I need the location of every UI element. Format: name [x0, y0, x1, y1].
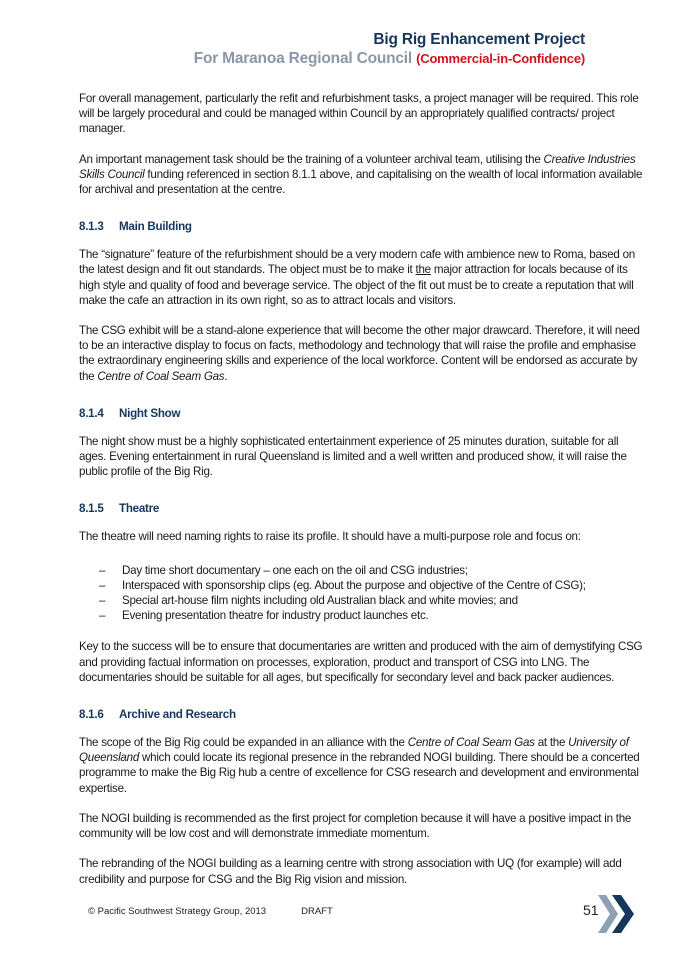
- double-chevron-right-icon: [596, 893, 636, 935]
- italic-text: University of Queensland: [79, 736, 629, 765]
- italic-text: Centre of Coal Seam Gas: [97, 369, 225, 383]
- italic-text: Centre of Coal Seam Gas: [407, 736, 535, 750]
- underlined-text: the: [415, 263, 431, 277]
- text-run: major attraction for locals because of its high style and quality of food and beverage service. The object of the fit out must be to create a reputation that will make the cafe an attraction in its own right, so as to attract locals and visitors.: [79, 263, 634, 307]
- draft-label: DRAFT: [301, 906, 333, 917]
- section-number: 8.1.4: [79, 406, 104, 420]
- text-run: .: [224, 369, 228, 383]
- main-building-paragraph-2: [79, 323, 644, 384]
- section-title: Theatre: [119, 502, 160, 516]
- text-run: An important management task should be the training of a volunteer archival team, utilising the: [79, 152, 544, 166]
- section-heading-8-1-4: [79, 406, 644, 421]
- list-item-text: Interspaced with sponsorship clips (eg. About the purpose and objective of the Centre of CSG);: [122, 578, 586, 592]
- section-title: Archive and Research: [119, 708, 236, 722]
- document-title: Big Rig Enhancement Project: [373, 31, 585, 48]
- main-building-paragraph-1: [79, 247, 644, 308]
- text-run: funding referenced in section 8.1.1 above, and capitalising on the wealth of local information available for archival and presentation at the centre.: [79, 167, 643, 197]
- dash-bullet-icon: –: [99, 578, 106, 592]
- dash-bullet-icon: –: [99, 563, 106, 577]
- section-number: 8.1.5: [79, 502, 104, 516]
- list-item: [99, 563, 644, 578]
- client-name: For Maranoa Regional Council: [193, 50, 413, 67]
- text-run: which could locate its regional presence in the rebranded NOGI building. There should be a concerted programme to make the Big Rig hub a centre of excellence for CSG research and development and environmental expertise.: [79, 751, 640, 795]
- section-heading-8-1-6: [79, 707, 644, 722]
- archive-paragraph-1: [79, 735, 644, 796]
- dash-bullet-icon: –: [99, 609, 106, 623]
- section-number: 8.1.3: [79, 220, 104, 234]
- page-footer: [88, 906, 333, 917]
- list-item-text: Day time short documentary – one each on the oil and CSG industries;: [122, 563, 468, 577]
- page-content: [79, 91, 644, 902]
- section-heading-8-1-5: [79, 501, 644, 516]
- confidentiality-label: (Commercial-in-Confidence): [416, 51, 585, 66]
- section-title: Night Show: [119, 406, 181, 420]
- list-item: [99, 578, 644, 593]
- text-run: The CSG exhibit will be a stand-alone experience that will become the other major drawcard. Therefore, it will need to be an interactive display to focus on facts, methodology and technology that will raise the profile and emphasise the extraordinary engineering skills and experience of the local workforce. Content will be endorsed as accurate by the: [79, 324, 640, 383]
- copyright-notice: © Pacific Southwest Strategy Group, 2013: [88, 906, 267, 917]
- archive-paragraph-2: The NOGI building is recommended as the first project for completion because it will have a positive impact in the community will be low cost and will demonstrate immediate momentum.: [79, 811, 632, 841]
- text-run: at the: [534, 736, 569, 750]
- list-item: [99, 593, 644, 608]
- page-number: 51: [583, 902, 599, 918]
- list-item-text: Special art-house film nights including old Australian black and white movies; and: [122, 594, 518, 608]
- page-header: [194, 30, 585, 68]
- intro-paragraph-2: [79, 152, 644, 198]
- theatre-focus-list: [79, 563, 644, 624]
- list-item: [99, 608, 644, 623]
- section-number: 8.1.6: [79, 708, 104, 722]
- section-heading-8-1-3: [79, 219, 644, 234]
- archive-paragraph-3: The rebranding of the NOGI building as a learning centre with strong association with UQ (for example) will add credibility and purpose for CSG and the Big Rig vision and mission.: [79, 857, 622, 886]
- theatre-paragraph-2: Key to the success will be to ensure that documentaries are written and produced with the aim of demystifying CSG and providing factual information on processes, exploration, product and transport of CSG into LNG. The documentaries should be suitable for all ages, but specifically for secondary level and back packer audiences.: [79, 640, 643, 684]
- document-subtitle: [194, 49, 585, 68]
- night-show-paragraph: The night show must be a highly sophisticated entertainment experience of 25 minutes duration, suitable for all ages. Evening entertainment in rural Queensland is limited and a well written and produced show, it will raise the public profile of the Big Rig.: [79, 434, 627, 479]
- section-title: Main Building: [119, 220, 192, 234]
- text-run: The “signature” feature of the refurbishment should be a very modern cafe with ambience new to Roma, based on the latest design and fit out standards. The object must be to make it: [79, 248, 635, 277]
- dash-bullet-icon: –: [99, 594, 106, 608]
- list-item-text: Evening presentation theatre for industry product launches etc.: [122, 609, 429, 623]
- theatre-paragraph-1: The theatre will need naming rights to raise its profile. It should have a multi-purpose role and focus on:: [79, 530, 581, 544]
- text-run: The scope of the Big Rig could be expanded in an alliance with the: [79, 736, 408, 750]
- italic-text: Creative Industries Skills Council: [79, 152, 636, 181]
- intro-paragraph-1: For overall management, particularly the refit and refurbishment tasks, a project manager will be required. This role will be largely procedural and could be managed within Council by an appropriately qualified contracts/ project manager.: [79, 92, 639, 136]
